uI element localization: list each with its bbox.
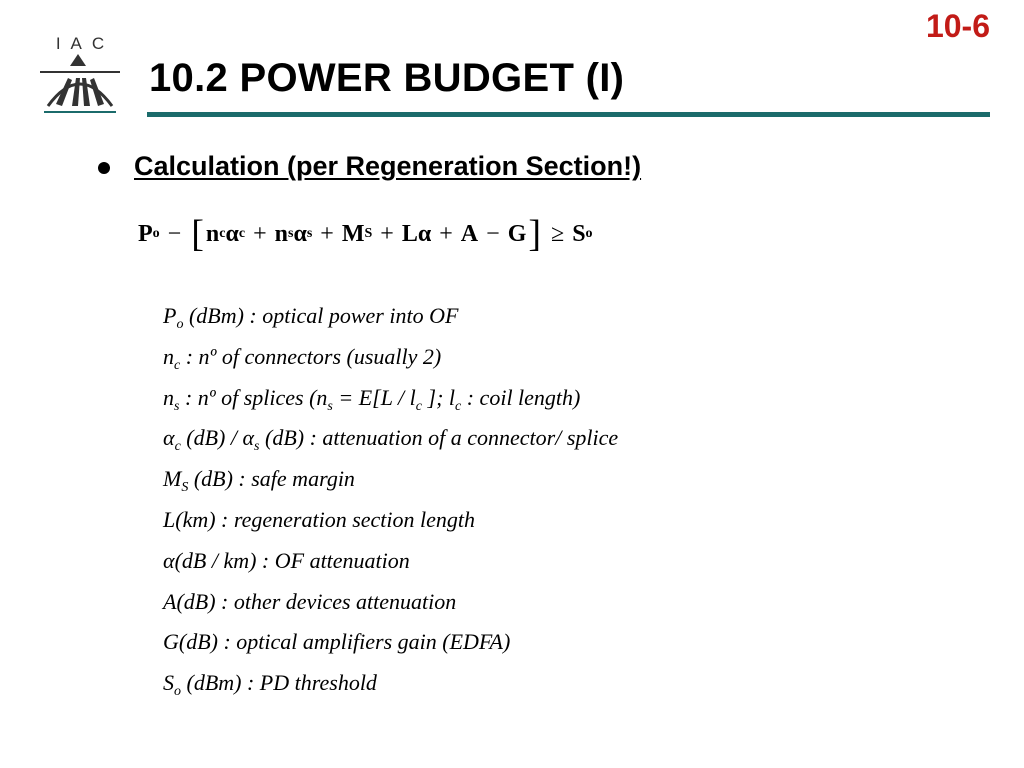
eq-op: − bbox=[486, 220, 500, 247]
def-symbol: A bbox=[163, 588, 177, 614]
def-symbol: S bbox=[163, 670, 174, 696]
eq-sub: s bbox=[287, 226, 294, 241]
eq-bracket: ] bbox=[528, 213, 542, 255]
def-sub: s bbox=[254, 439, 260, 455]
eq-sub: o bbox=[585, 226, 593, 241]
eq-term: n bbox=[274, 220, 288, 247]
def-sub: S bbox=[181, 480, 189, 496]
def-symbol: G bbox=[163, 629, 179, 655]
eq-sub: c bbox=[219, 226, 226, 241]
def-text: : nº of connectors (usually 2) bbox=[185, 343, 442, 369]
eq-term: S bbox=[572, 220, 586, 247]
def-text: (dBm) : optical power into OF bbox=[188, 303, 459, 328]
def-sub: c bbox=[455, 398, 462, 414]
definition-row bbox=[163, 500, 983, 541]
eq-term: A bbox=[460, 220, 479, 247]
definition-row bbox=[163, 337, 983, 378]
title-rule bbox=[147, 112, 990, 117]
eq-term: M bbox=[341, 220, 365, 247]
eq-term: Lα bbox=[401, 220, 432, 247]
eq-op: − bbox=[167, 220, 182, 247]
def-sub: o bbox=[174, 684, 181, 700]
definition-row bbox=[163, 582, 983, 623]
slide-title: 10.2 POWER BUDGET (I) bbox=[149, 56, 625, 100]
eq-op: + bbox=[320, 220, 334, 247]
def-text: (dB) : other devices attenuation bbox=[176, 588, 457, 614]
bullet-dot-icon bbox=[98, 162, 110, 174]
eq-op: + bbox=[439, 220, 453, 247]
def-symbol: α bbox=[163, 425, 175, 451]
def-text: : coil length) bbox=[461, 384, 581, 410]
def-symbol: P bbox=[163, 303, 177, 328]
eq-term: G bbox=[507, 220, 527, 247]
definition-row bbox=[163, 663, 983, 704]
def-text: (dB) : attenuation of a connector/ splice bbox=[265, 425, 619, 451]
eq-term: α bbox=[293, 220, 307, 247]
def-symbol: n bbox=[163, 343, 174, 369]
def-text: (dB / km) : OF attenuation bbox=[174, 547, 410, 573]
eq-bracket: [ bbox=[191, 213, 204, 255]
def-symbol: α bbox=[163, 547, 175, 573]
def-text: ]; l bbox=[422, 384, 456, 410]
power-budget-equation bbox=[138, 212, 593, 256]
eq-term: α bbox=[225, 220, 239, 247]
eq-op: + bbox=[380, 220, 394, 247]
eq-op: ≥ bbox=[551, 220, 565, 247]
eq-sub: c bbox=[238, 226, 246, 241]
def-sub: c bbox=[174, 357, 181, 373]
eq-sub: o bbox=[152, 226, 160, 241]
bullet-heading: Calculation (per Regeneration Section!) bbox=[134, 151, 642, 181]
eq-term: P bbox=[138, 220, 153, 247]
def-text: : nº of splices (n bbox=[184, 384, 328, 410]
def-sub: o bbox=[176, 317, 184, 332]
definition-row bbox=[163, 378, 983, 419]
eq-op: + bbox=[253, 220, 267, 247]
def-text: = E[L / l bbox=[332, 384, 416, 410]
definition-row bbox=[163, 459, 983, 500]
def-text: (dB) / α bbox=[186, 425, 255, 451]
def-sub: s bbox=[174, 398, 180, 414]
eq-sub: S bbox=[364, 226, 373, 241]
eq-sub: s bbox=[306, 226, 313, 241]
road-logo-icon bbox=[38, 52, 122, 118]
def-sub: c bbox=[415, 398, 423, 414]
eq-term: n bbox=[205, 220, 220, 247]
def-symbol: M bbox=[163, 466, 182, 492]
definition-row bbox=[163, 541, 983, 582]
definition-row bbox=[163, 418, 983, 459]
def-text: (dB) : optical amplifiers gain (EDFA) bbox=[178, 629, 511, 655]
def-text: (dBm) : PD threshold bbox=[186, 670, 377, 696]
definitions-list bbox=[163, 296, 983, 704]
logo-text: IAC bbox=[55, 34, 115, 53]
def-symbol: n bbox=[163, 384, 174, 410]
def-sub: s bbox=[327, 398, 333, 414]
definition-row bbox=[163, 296, 983, 337]
definition-row bbox=[163, 622, 983, 663]
iac-logo bbox=[38, 34, 122, 118]
def-symbol: L bbox=[163, 506, 176, 532]
def-text: (km) : regeneration section length bbox=[175, 506, 476, 532]
slide-number: 10-6 bbox=[925, 8, 990, 44]
def-sub: c bbox=[174, 439, 181, 455]
def-text: (dB) : safe margin bbox=[193, 466, 355, 492]
